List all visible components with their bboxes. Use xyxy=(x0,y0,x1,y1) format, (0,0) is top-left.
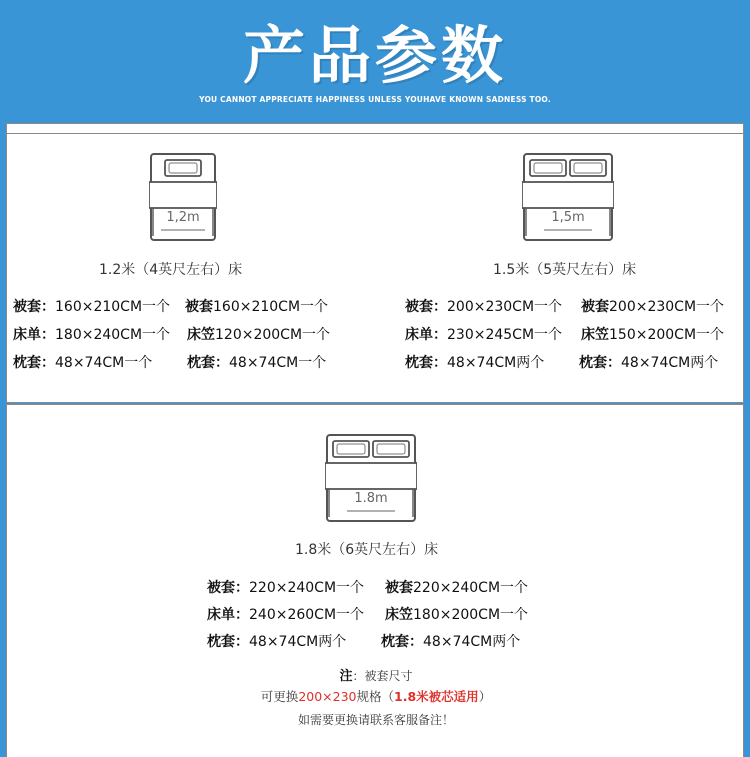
spec-row xyxy=(405,296,562,316)
spec-key: 床单： xyxy=(405,327,447,343)
bed-size-label: 1.8m xyxy=(354,491,388,506)
spec-row xyxy=(579,352,718,372)
spec-value: 220×240CM一个 xyxy=(249,580,365,596)
note-replace-prefix: 可更换 xyxy=(260,689,299,704)
spec-key: 被套： xyxy=(207,580,249,596)
spec-key: 枕套： xyxy=(13,355,55,371)
spec-row xyxy=(207,577,364,597)
spec-row xyxy=(187,324,330,344)
spec-key: 枕套： xyxy=(207,634,249,650)
panel-divider-strip xyxy=(7,124,743,134)
spec-key: 被套 xyxy=(385,580,413,596)
spec-value: 200×230CM一个 xyxy=(447,299,563,315)
spec-value: 48×74CM一个 xyxy=(55,355,153,371)
spec-row xyxy=(13,296,170,316)
note-replace-suffix: ） xyxy=(478,689,492,704)
spec-key: 被套 xyxy=(185,299,213,315)
spec-key: 床笠 xyxy=(187,327,215,343)
spec-row xyxy=(185,296,328,316)
spec-key: 枕套： xyxy=(187,355,229,371)
spec-key: 被套 xyxy=(581,299,609,315)
bed-title-1-5m: 1.5米（5英尺左右）床 xyxy=(493,262,637,278)
note-replace-mid: 规格（ xyxy=(356,689,395,704)
spec-row xyxy=(405,352,544,372)
note-replace-size: 200×230 xyxy=(298,689,357,704)
note-contact-service: 如需要更换请联系客服备注！ xyxy=(297,713,454,727)
spec-value: 200×230CM一个 xyxy=(609,299,725,315)
panel-small-beds xyxy=(6,123,744,403)
page-title: 产品参数 xyxy=(242,19,507,92)
spec-key: 床单： xyxy=(13,327,55,343)
spec-key: 床笠 xyxy=(581,327,609,343)
spec-value: 180×200CM一个 xyxy=(413,607,529,623)
spec-row xyxy=(385,577,528,597)
spec-value: 240×260CM一个 xyxy=(249,607,365,623)
spec-key: 枕套： xyxy=(381,634,423,650)
spec-value: 48×74CM两个 xyxy=(423,634,521,650)
spec-row xyxy=(581,324,724,344)
spec-value: 48×74CM一个 xyxy=(229,355,327,371)
page-subtitle: YOU CANNOT APPRECIATE HAPPINESS UNLESS YOUHAVE KNOWN SADNESS TOO. xyxy=(199,95,551,104)
spec-value: 48×74CM两个 xyxy=(447,355,545,371)
spec-key: 被套： xyxy=(13,299,55,315)
spec-key: 床单： xyxy=(207,607,249,623)
bed-single-pillow-icon xyxy=(149,152,217,242)
note-text: ：被套尺寸 xyxy=(352,669,413,683)
spec-value: 220×240CM一个 xyxy=(413,580,529,596)
bed-double-pillow-icon xyxy=(522,152,614,242)
spec-row xyxy=(405,324,562,344)
panel-large-bed xyxy=(6,404,744,757)
header-banner xyxy=(0,0,750,122)
spec-value: 48×74CM两个 xyxy=(249,634,347,650)
note-duvet-size xyxy=(7,665,745,684)
spec-row xyxy=(207,604,364,624)
spec-key: 床笠 xyxy=(385,607,413,623)
spec-row xyxy=(13,352,152,372)
spec-key: 枕套： xyxy=(405,355,447,371)
spec-key: 枕套： xyxy=(579,355,621,371)
spec-value: 160×210CM一个 xyxy=(55,299,171,315)
spec-row xyxy=(207,631,346,651)
spec-row xyxy=(581,296,724,316)
spec-value: 160×210CM一个 xyxy=(213,299,329,315)
spec-value: 230×245CM一个 xyxy=(447,327,563,343)
spec-row xyxy=(13,324,170,344)
bed-size-label: 1,5m xyxy=(551,210,585,225)
bed-double-pillow-icon xyxy=(325,433,417,523)
spec-key: 被套： xyxy=(405,299,447,315)
spec-value: 48×74CM两个 xyxy=(621,355,719,371)
note-replace-option xyxy=(7,687,745,705)
spec-value: 120×200CM一个 xyxy=(215,327,331,343)
note-label: 注 xyxy=(339,669,353,684)
bed-title-1-8m: 1.8米（6英尺左右）床 xyxy=(295,542,439,558)
spec-row xyxy=(385,604,528,624)
bed-size-label: 1,2m xyxy=(166,210,200,225)
spec-value: 180×240CM一个 xyxy=(55,327,171,343)
spec-row xyxy=(381,631,520,651)
spec-row xyxy=(187,352,326,372)
note-replace-fit: 1.8米被芯适用 xyxy=(394,689,479,704)
bed-title-1-2m: 1.2米（4英尺左右）床 xyxy=(99,262,243,278)
spec-value: 150×200CM一个 xyxy=(609,327,725,343)
